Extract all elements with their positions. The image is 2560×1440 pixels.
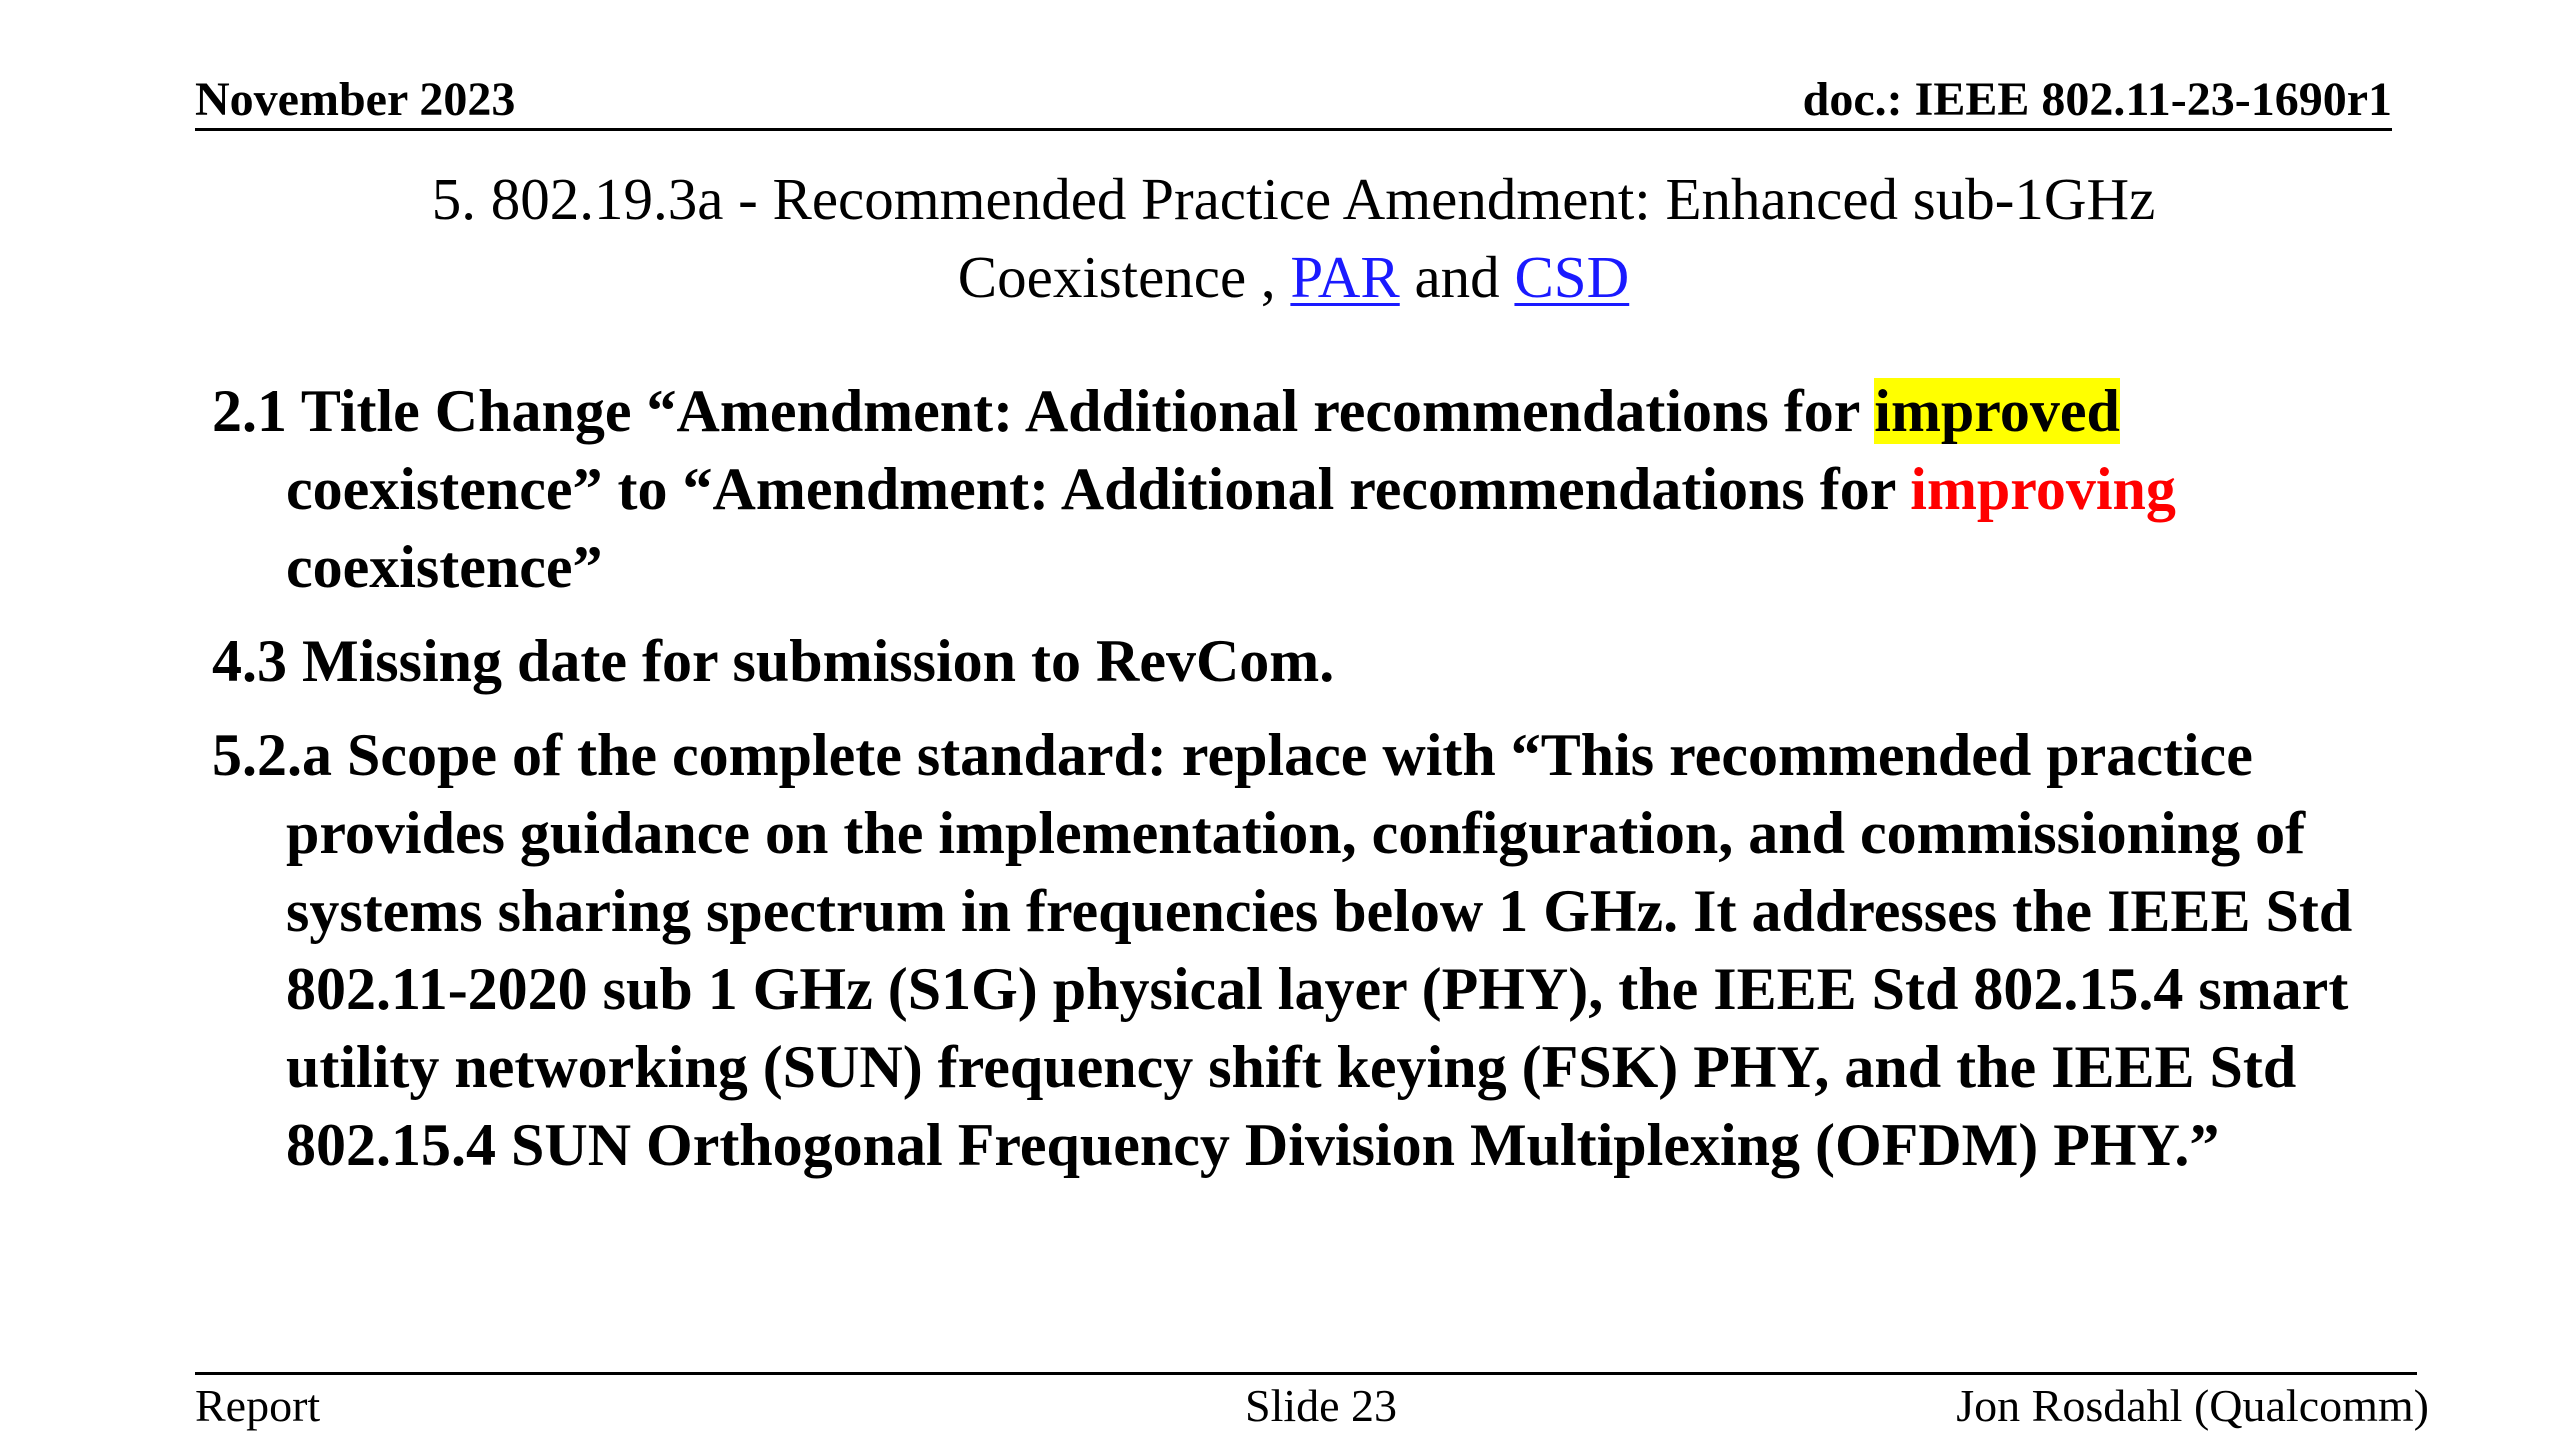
item-title-change-part1: 2.1 Title Change “Amendment: Additional recommendations for [212,378,1875,444]
slide-title-and: and [1399,244,1515,310]
highlighted-word: improved [1874,378,2120,444]
item-scope: 5.2.a Scope of the complete standard: replace with “This recommended practice provides guidance on the implementation, configuration, and commissioning of systems sharing spectrum in frequencies below 1 GHz. It addresses the IEEE Std 802.11-2020 sub 1 GHz (S1G) physical layer (PHY), the IEEE Std 802.15.4 smart utility networking (SUN) frequency shift keying (FSK) PHY, and the IEEE Std 802.15.4 SUN Orthogonal Frequency Division Multiplexing (OFDM) PHY.” [212,722,2353,1178]
header-divider [195,128,2392,131]
footer-left: Report [195,1380,321,1431]
slide-title-line2 [195,238,2392,316]
header-date: November 2023 [195,73,516,126]
footer-author: Jon Rosdahl (Qualcomm) [1956,1380,2429,1431]
slide-number: Slide 23 [1245,1380,1398,1431]
item-title-change-part2: coexistence” to “Amendment: Additional recommendations for [286,456,1911,522]
slide-title-line1: 5. 802.19.3a - Recommended Practice Amendment: Enhanced sub-1GHz [431,166,2156,232]
item-title-change [212,372,2392,606]
slide-title-prefix: Coexistence , [957,244,1291,310]
slide-body [212,372,2392,1184]
slide-title [195,160,2392,316]
header-doc-id: doc.: IEEE 802.11-23-1690r1 [1802,73,2392,126]
footer-divider [195,1372,2417,1375]
item-missing-date: 4.3 Missing date for submission to RevCom. [212,628,1335,694]
csd-link[interactable]: CSD [1514,244,1630,310]
item-title-change-part3: coexistence” [286,534,603,600]
changed-word: improving [1910,456,2176,522]
par-link[interactable]: PAR [1290,244,1400,310]
